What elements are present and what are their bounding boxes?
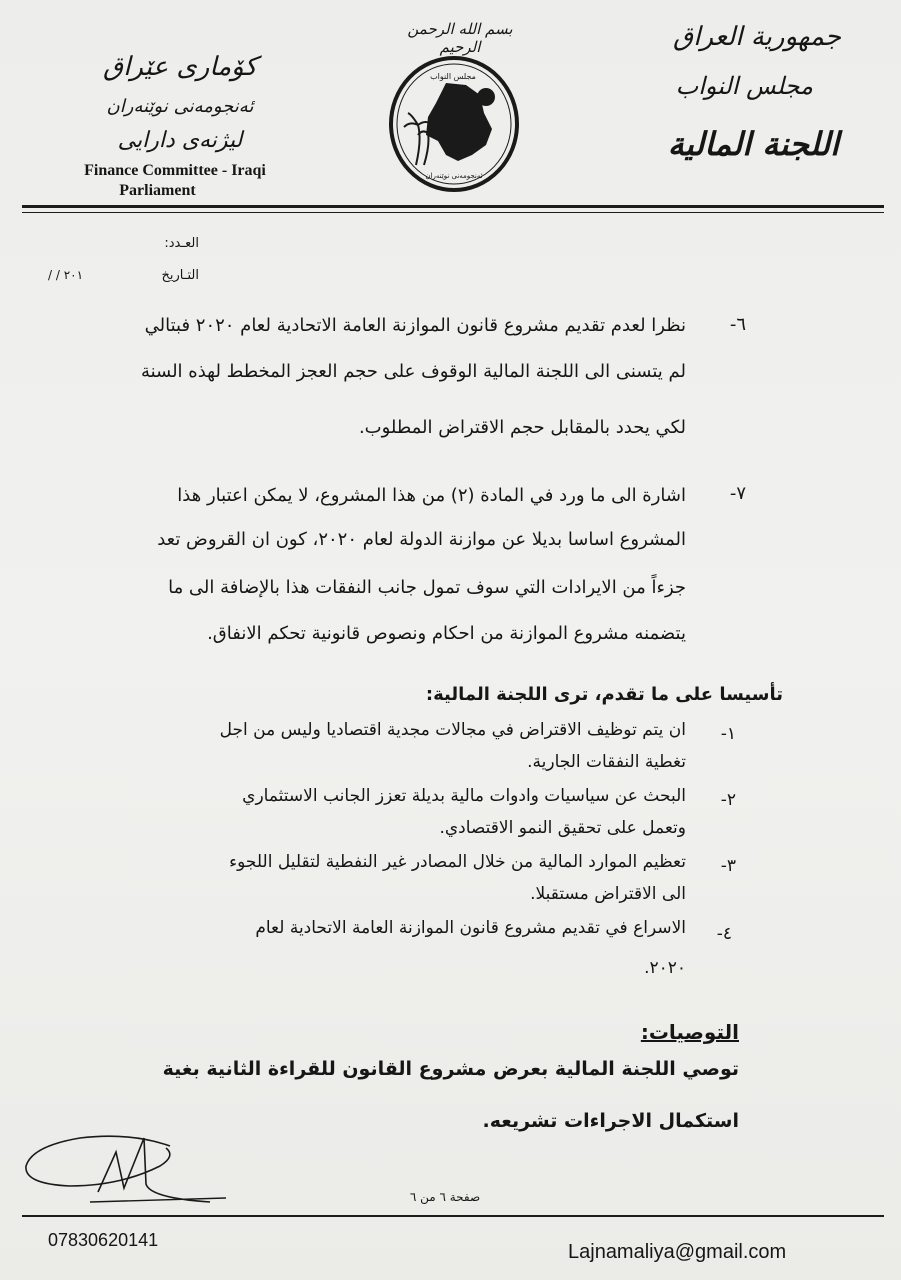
date-label: التـاريخ	[161, 268, 199, 283]
point-number: ٧-	[729, 483, 746, 504]
date-value: / / ٢٠١	[48, 268, 84, 282]
conclusion-item-number: ٢-	[720, 790, 736, 810]
point-line: جزءاً من الايرادات التي سوف تمول جانب النفقات هذا بالإضافة الى ما	[168, 577, 686, 598]
header-rule	[22, 205, 884, 208]
point-line: نظرا لعدم تقديم مشروع قانون الموازنة العامة الاتحادية لعام ٢٠٢٠ فبتالي	[144, 315, 686, 336]
header-english-line2: Parliament	[119, 182, 196, 199]
conclusion-item-line: الاسراع في تقديم مشروع قانون الموازنة العامة الاتحادية لعام	[255, 918, 686, 938]
footer-phone: 07830620141	[48, 1230, 159, 1250]
header-english-line1: Finance Committee - Iraqi	[84, 162, 266, 179]
header-arabic-line3: اللجنة المالية	[667, 125, 839, 163]
conclusion-item-line: وتعمل على تحقيق النمو الاقتصادي.	[439, 818, 686, 838]
seal-bottom-text: ئەنجومەنی نوێنەران	[425, 172, 483, 180]
point-line: لكي يحدد بالمقابل حجم الاقتراض المطلوب.	[358, 417, 686, 438]
footer-rule	[22, 1215, 884, 1217]
conclusion-item-line: الى الاقتراض مستقبلا.	[530, 884, 686, 904]
conclusion-item-line: تعظيم الموارد المالية من خلال المصادر غير النفطية لتقليل اللجوء	[229, 852, 686, 872]
header-rule-thin	[22, 212, 884, 213]
point-line: المشروع اساسا بديلا عن موازنة الدولة لعام ٢٠٢٠، كون ان القروض تعد	[157, 529, 686, 550]
page-label: صفحة ٦ من ٦	[409, 1190, 481, 1204]
recommendations-line: استكمال الاجراءات تشريعه.	[482, 1110, 739, 1132]
basmala: بسم الله الرحمن الرحيم	[407, 20, 513, 56]
conclusion-heading: تأسيسا على ما تقدم، ترى اللجنة المالية:	[425, 684, 783, 705]
point-line: يتضمنه مشروع الموازنة من احكام ونصوص قانونية تحكم الانفاق.	[207, 623, 686, 644]
signature	[20, 1128, 240, 1214]
header-arabic-line2: مجلس النواب	[675, 72, 813, 100]
sun-icon	[477, 88, 495, 106]
seal-top-text: مجلس النواب	[430, 72, 476, 81]
header-arabic-line1: جمهورية العراق	[673, 22, 841, 52]
conclusion-item-line: ان يتم توظيف الاقتراض في مجالات مجدية اقتصاديا وليس من اجل	[219, 720, 686, 740]
conclusion-item-line: البحث عن سياسيات وادوات مالية بديلة تعزز الجانب الاستثماري	[242, 786, 686, 806]
conclusion-item-line: تغطية النفقات الجارية.	[527, 752, 686, 772]
number-label: العـدد:	[164, 236, 199, 251]
recommendations-heading: التوصيات:	[640, 1020, 739, 1044]
header-kurdish-line1: کۆماری عێراق	[103, 52, 257, 82]
conclusion-item-line: ٢٠٢٠.	[644, 958, 686, 978]
header-kurdish-line3: لیژنەی دارایی	[117, 128, 243, 153]
footer-email[interactable]: Lajnamaliya@gmail.com	[568, 1241, 787, 1263]
point-number: ٦-	[729, 314, 746, 335]
conclusion-item-number: ١-	[720, 724, 736, 744]
point-line: لم يتسنى الى اللجنة المالية الوقوف على حجم العجز المخطط لهذه السنة	[140, 361, 686, 382]
header-kurdish-line2: ئەنجومەنی نوێنەران	[106, 96, 254, 117]
conclusion-item-number: ٣-	[720, 856, 736, 876]
conclusion-item-number: ٤-	[716, 924, 732, 944]
recommendations-line: توصي اللجنة المالية بعرض مشروع القانون للقراءة الثانية بغية	[162, 1058, 739, 1080]
point-line: اشارة الى ما ورد في المادة (٢) من هذا المشروع، لا يمكن اعتبار هذا	[177, 485, 686, 506]
